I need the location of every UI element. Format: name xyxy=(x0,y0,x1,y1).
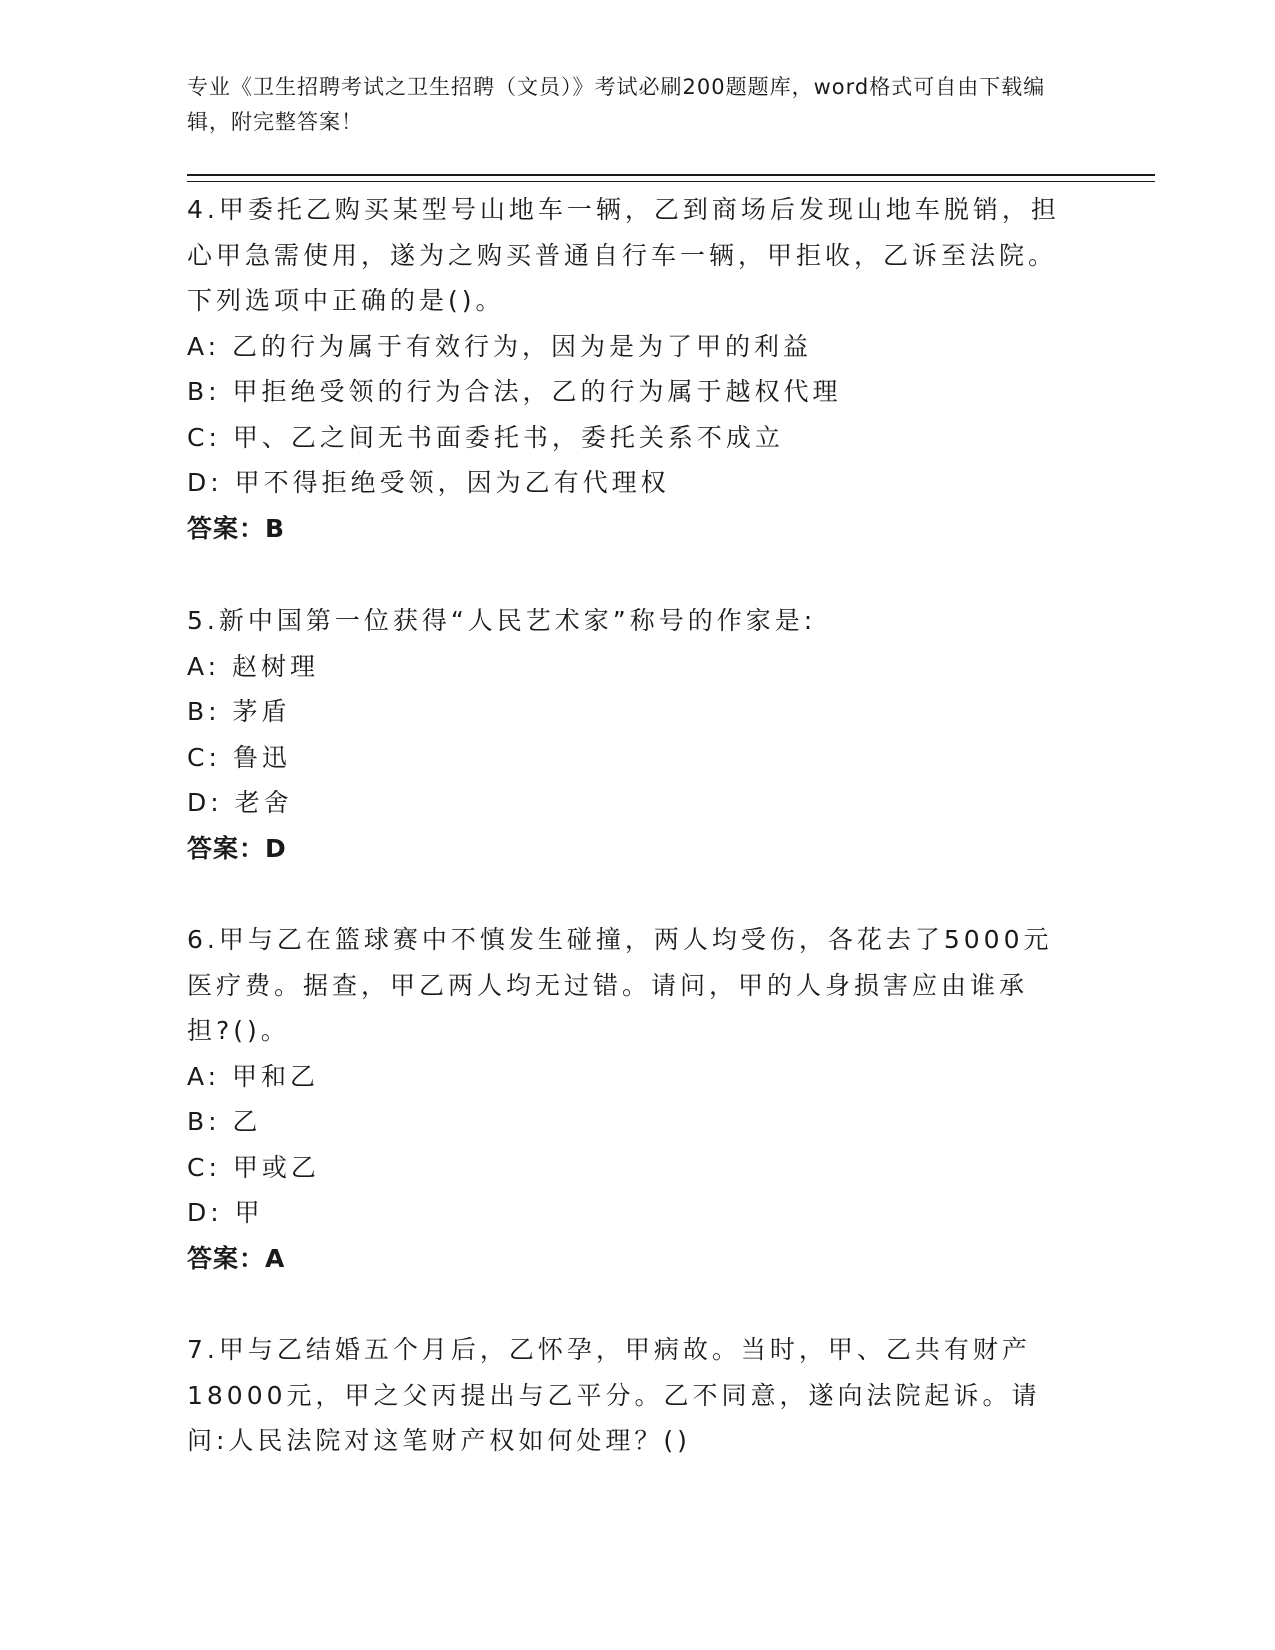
question-stem: 7.甲与乙结婚五个月后，乙怀孕，甲病故。当时，甲、乙共有财产18000元，甲之父丙提出与乙平分。乙不同意，遂向法院起诉。请问:人民法院对这笔财产权如何处理？() xyxy=(187,1335,1041,1455)
document-header: 专业《卫生招聘考试之卫生招聘（文员）》考试必刷200题题库，word格式可自由下载编辑，附完整答案！ xyxy=(187,75,1046,134)
question-6 xyxy=(187,917,1087,1281)
header-rule-thick xyxy=(187,174,1155,176)
option-c: C: 甲或乙 xyxy=(187,1152,320,1182)
question-7 xyxy=(187,1327,1087,1464)
question-4 xyxy=(187,187,1087,551)
option-d: D: 甲不得拒绝受领，因为乙有代理权 xyxy=(187,468,670,497)
header-rule-thin xyxy=(187,181,1155,182)
option-d: D: 老舍 xyxy=(187,788,293,817)
option-d: D: 甲 xyxy=(187,1198,264,1227)
option-a: A: 甲和乙 xyxy=(187,1061,320,1091)
answer-label: 答案：D xyxy=(187,833,287,863)
option-c: C: 甲、乙之间无书面委托书，委托关系不成立 xyxy=(187,422,784,452)
question-stem: 4.甲委托乙购买某型号山地车一辆，乙到商场后发现山地车脱销，担心甲急需使用，遂为之购买普通自行车一辆，甲拒收，乙诉至法院。下列选项中正确的是()。 xyxy=(187,195,1060,315)
option-b: B: 茅盾 xyxy=(187,697,291,726)
option-c: C: 鲁迅 xyxy=(187,742,291,772)
answer-label: 答案：A xyxy=(187,1243,286,1273)
option-b: B: 甲拒绝受领的行为合法，乙的行为属于越权代理 xyxy=(187,377,842,406)
option-b: B: 乙 xyxy=(187,1107,262,1136)
question-stem: 5.新中国第一位获得“人民艺术家”称号的作家是: xyxy=(187,606,817,635)
option-a: A: 赵树理 xyxy=(187,651,320,681)
option-a: A: 乙的行为属于有效行为，因为是为了甲的利益 xyxy=(187,331,813,361)
question-stem: 6.甲与乙在篮球赛中不慎发生碰撞，两人均受伤，各花去了5000元医疗费。据查，甲乙两人均无过错。请问，甲的人身损害应由谁承担?()。 xyxy=(187,925,1053,1045)
answer-label: 答案：B xyxy=(187,513,286,543)
question-5 xyxy=(187,598,1087,871)
